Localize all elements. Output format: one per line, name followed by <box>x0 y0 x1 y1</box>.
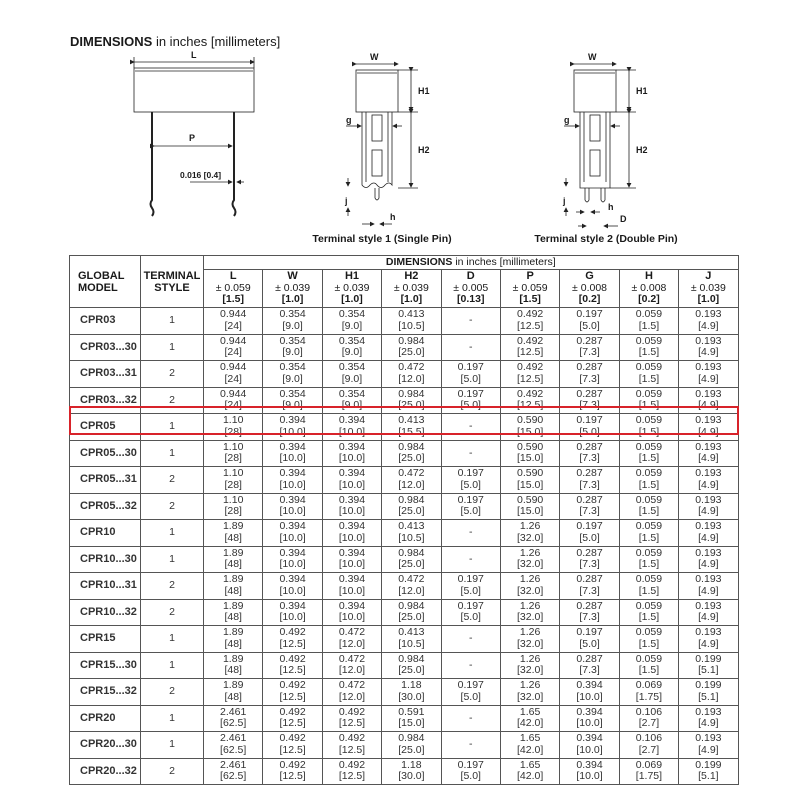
dimension-cell-d: - <box>441 334 500 361</box>
dimension-cell-p: 0.590 [15.0] <box>500 493 559 520</box>
dim-label-H1: H1 <box>418 86 430 96</box>
dimension-cell-h1: 0.394 [10.0] <box>322 573 381 600</box>
dimension-cell-w: 0.492 [12.5] <box>263 758 322 785</box>
dimension-cell-g: 0.197 [5.0] <box>560 520 619 547</box>
dimension-cell-p: 1.65 [42.0] <box>500 758 559 785</box>
dimension-cell-l: 1.89 [48] <box>204 573 263 600</box>
column-header-w: W ± 0.039 [1.0] <box>263 270 322 308</box>
dimension-cell-w: 0.394 [10.0] <box>263 467 322 494</box>
model-cell: CPR10...32 <box>70 599 141 626</box>
dimension-cell-h1: 0.394 [10.0] <box>322 599 381 626</box>
model-cell: CPR05 <box>70 414 141 441</box>
dimension-cell-j: 0.193 [4.9] <box>679 467 738 494</box>
model-cell: CPR05...32 <box>70 493 141 520</box>
dimension-cell-j: 0.193 [4.9] <box>679 732 738 759</box>
dimension-cell-g: 0.287 [7.3] <box>560 493 619 520</box>
dimension-cell-d: 0.197 [5.0] <box>441 467 500 494</box>
dimension-cell-h: 0.069 [1.75] <box>619 758 678 785</box>
model-cell: CPR03...31 <box>70 361 141 388</box>
dimension-cell-l: 1.89 [48] <box>204 652 263 679</box>
terminal-style-cell: 2 <box>141 679 204 706</box>
model-cell: CPR05...30 <box>70 440 141 467</box>
dimension-cell-h1: 0.354 [9.0] <box>322 334 381 361</box>
dimension-cell-w: 0.394 [10.0] <box>263 493 322 520</box>
dimension-cell-l: 1.10 [28] <box>204 467 263 494</box>
dimension-cell-d: 0.197 [5.0] <box>441 599 500 626</box>
dim-label-g: g <box>564 115 570 125</box>
dimension-cell-g: 0.287 [7.3] <box>560 467 619 494</box>
dimension-cell-l: 1.10 [28] <box>204 493 263 520</box>
dimension-cell-h2: 1.18 [30.0] <box>382 758 441 785</box>
dimension-cell-g: 0.197 [5.0] <box>560 414 619 441</box>
terminal-style-cell: 1 <box>141 414 204 441</box>
dimension-cell-h1: 0.492 [12.5] <box>322 758 381 785</box>
dimension-cell-g: 0.287 [7.3] <box>560 334 619 361</box>
dimension-cell-p: 1.26 [32.0] <box>500 599 559 626</box>
dimension-cell-d: - <box>441 414 500 441</box>
table-row <box>70 705 739 732</box>
dimension-cell-h: 0.059 [1.5] <box>619 652 678 679</box>
dimension-cell-h1: 0.394 [10.0] <box>322 414 381 441</box>
dimension-cell-h2: 0.984 [25.0] <box>382 599 441 626</box>
dimension-cell-h2: 0.984 [25.0] <box>382 493 441 520</box>
dimension-cell-p: 1.26 [32.0] <box>500 652 559 679</box>
dimension-cell-j: 0.193 [4.9] <box>679 414 738 441</box>
table-row <box>70 599 739 626</box>
header-global-model: GLOBAL MODEL <box>70 256 141 308</box>
terminal-style-1-caption: Terminal style 1 (Single Pin) <box>312 233 452 245</box>
dimension-cell-h: 0.059 [1.5] <box>619 334 678 361</box>
dimension-cell-g: 0.287 [7.3] <box>560 440 619 467</box>
dimension-cell-h1: 0.492 [12.5] <box>322 732 381 759</box>
dimension-cell-j: 0.193 [4.9] <box>679 308 738 335</box>
terminal-style-2-caption: Terminal style 2 (Double Pin) <box>534 233 678 245</box>
terminal-style-cell: 2 <box>141 599 204 626</box>
dimension-cell-g: 0.287 [7.3] <box>560 546 619 573</box>
terminal-style-cell: 1 <box>141 520 204 547</box>
dim-label-h: h <box>390 212 396 222</box>
terminal-style-2-diagram <box>534 52 677 245</box>
dimension-cell-h: 0.059 [1.5] <box>619 414 678 441</box>
dimension-cell-h2: 0.413 [10.5] <box>382 308 441 335</box>
terminal-style-cell: 1 <box>141 626 204 653</box>
dimension-cell-d: - <box>441 652 500 679</box>
dimension-cell-g: 0.394 [10.0] <box>560 758 619 785</box>
dim-label-j: j <box>345 196 348 206</box>
dimension-cell-h2: 0.984 [25.0] <box>382 387 441 414</box>
dimension-cell-h2: 0.984 [25.0] <box>382 334 441 361</box>
dimension-cell-h: 0.106 [2.7] <box>619 732 678 759</box>
dimension-cell-h2: 0.472 [12.0] <box>382 573 441 600</box>
dimension-cell-h2: 0.413 [15.5] <box>382 414 441 441</box>
dimension-cell-h2: 0.591 [15.0] <box>382 705 441 732</box>
terminal-style-cell: 2 <box>141 467 204 494</box>
dimension-cell-w: 0.394 [10.0] <box>263 520 322 547</box>
resistor-body-diagram <box>134 50 254 216</box>
dimension-cell-h1: 0.394 [10.0] <box>322 467 381 494</box>
dim-label-j: j <box>563 196 566 206</box>
dimension-cell-h: 0.059 [1.5] <box>619 546 678 573</box>
table-row <box>70 361 739 388</box>
terminal-style-1-diagram <box>312 52 451 245</box>
dimension-cell-h2: 0.984 [25.0] <box>382 440 441 467</box>
dimension-cell-l: 1.10 [28] <box>204 414 263 441</box>
terminal-style-cell: 1 <box>141 546 204 573</box>
dim-label-h: h <box>608 202 614 212</box>
dimension-cell-w: 0.354 [9.0] <box>263 334 322 361</box>
dimension-cell-w: 0.492 [12.5] <box>263 679 322 706</box>
dimension-cell-h2: 0.413 [10.5] <box>382 626 441 653</box>
dimension-cell-j: 0.193 [4.9] <box>679 361 738 388</box>
dimension-cell-j: 0.199 [5.1] <box>679 758 738 785</box>
table-row <box>70 758 739 785</box>
model-cell: CPR20...30 <box>70 732 141 759</box>
column-header-j: J ± 0.039 [1.0] <box>679 270 738 308</box>
title-rest: in inches [millimeters] <box>152 34 281 49</box>
dimension-cell-h1: 0.354 [9.0] <box>322 387 381 414</box>
dimension-cell-h: 0.059 [1.5] <box>619 440 678 467</box>
dimension-cell-g: 0.287 [7.3] <box>560 387 619 414</box>
model-cell: CPR10 <box>70 520 141 547</box>
dimension-cell-p: 0.492 [12.5] <box>500 334 559 361</box>
header-dimensions-group: DIMENSIONS in inches [millimeters] <box>204 256 739 270</box>
dimension-cell-h2: 0.472 [12.0] <box>382 467 441 494</box>
table-row <box>70 652 739 679</box>
terminal-style-cell: 1 <box>141 334 204 361</box>
dimension-cell-w: 0.492 [12.5] <box>263 705 322 732</box>
dimension-cell-d: - <box>441 308 500 335</box>
model-cell: CPR20 <box>70 705 141 732</box>
dimension-cell-h: 0.059 [1.5] <box>619 520 678 547</box>
dimension-cell-j: 0.193 [4.9] <box>679 626 738 653</box>
dimension-cell-d: 0.197 [5.0] <box>441 758 500 785</box>
dimension-cell-j: 0.193 [4.9] <box>679 705 738 732</box>
dimension-cell-p: 1.26 [32.0] <box>500 546 559 573</box>
dimension-cell-d: - <box>441 440 500 467</box>
dimension-cell-d: 0.197 [5.0] <box>441 679 500 706</box>
dimension-cell-h: 0.106 [2.7] <box>619 705 678 732</box>
model-cell: CPR05...31 <box>70 467 141 494</box>
dim-label-W: W <box>370 52 379 62</box>
model-cell: CPR10...30 <box>70 546 141 573</box>
terminal-style-cell: 1 <box>141 652 204 679</box>
dimension-cell-g: 0.394 [10.0] <box>560 732 619 759</box>
column-header-h: H ± 0.008 [0.2] <box>619 270 678 308</box>
dimension-cell-l: 1.10 [28] <box>204 440 263 467</box>
model-cell: CPR03 <box>70 308 141 335</box>
dimension-cell-h: 0.059 [1.5] <box>619 467 678 494</box>
dimension-cell-p: 1.26 [32.0] <box>500 626 559 653</box>
dimension-cell-w: 0.394 [10.0] <box>263 414 322 441</box>
dimension-cell-j: 0.193 [4.9] <box>679 599 738 626</box>
dimension-cell-w: 0.354 [9.0] <box>263 387 322 414</box>
model-cell: CPR03...30 <box>70 334 141 361</box>
dimension-cell-l: 1.89 [48] <box>204 626 263 653</box>
dimension-cell-l: 0.944 [24] <box>204 334 263 361</box>
terminal-style-cell: 2 <box>141 387 204 414</box>
terminal-style-cell: 2 <box>141 758 204 785</box>
dimension-cell-g: 0.287 [7.3] <box>560 652 619 679</box>
dimension-cell-h: 0.069 [1.75] <box>619 679 678 706</box>
table-row <box>70 467 739 494</box>
table-row <box>70 414 739 441</box>
dimension-cell-h2: 0.984 [25.0] <box>382 652 441 679</box>
dimension-cell-l: 2.461 [62.5] <box>204 732 263 759</box>
table-row <box>70 679 739 706</box>
dimension-cell-w: 0.492 [12.5] <box>263 652 322 679</box>
dimension-cell-h: 0.059 [1.5] <box>619 387 678 414</box>
dimension-cell-h: 0.059 [1.5] <box>619 573 678 600</box>
dimension-cell-d: - <box>441 705 500 732</box>
dimension-cell-j: 0.193 [4.9] <box>679 573 738 600</box>
terminal-style-cell: 2 <box>141 361 204 388</box>
dim-label-L: L <box>191 50 197 60</box>
column-header-g: G ± 0.008 [0.2] <box>560 270 619 308</box>
dimension-cell-h: 0.059 [1.5] <box>619 493 678 520</box>
dimension-cell-j: 0.193 [4.9] <box>679 387 738 414</box>
table-row <box>70 546 739 573</box>
dimension-cell-h1: 0.472 [12.0] <box>322 626 381 653</box>
dimension-cell-w: 0.394 [10.0] <box>263 573 322 600</box>
dimension-cell-d: 0.197 [5.0] <box>441 493 500 520</box>
dimension-cell-w: 0.394 [10.0] <box>263 440 322 467</box>
dimension-cell-l: 1.89 [48] <box>204 546 263 573</box>
dimension-cell-j: 0.193 [4.9] <box>679 493 738 520</box>
dimension-cell-g: 0.197 [5.0] <box>560 308 619 335</box>
dimension-cell-l: 0.944 [24] <box>204 308 263 335</box>
dim-label-H1: H1 <box>636 86 648 96</box>
dimension-cell-h1: 0.354 [9.0] <box>322 361 381 388</box>
terminal-style-cell: 1 <box>141 732 204 759</box>
dimension-cell-p: 0.590 [15.0] <box>500 414 559 441</box>
dimension-cell-g: 0.287 [7.3] <box>560 573 619 600</box>
dimension-cell-g: 0.287 [7.3] <box>560 599 619 626</box>
dimension-cell-h2: 0.472 [12.0] <box>382 361 441 388</box>
dimension-cell-d: 0.197 [5.0] <box>441 361 500 388</box>
column-header-p: P ± 0.059 [1.5] <box>500 270 559 308</box>
dimension-cell-d: 0.197 [5.0] <box>441 387 500 414</box>
dimension-cell-h1: 0.492 [12.5] <box>322 705 381 732</box>
model-cell: CPR15 <box>70 626 141 653</box>
dimension-cell-j: 0.193 [4.9] <box>679 334 738 361</box>
table-row <box>70 732 739 759</box>
dimension-cell-l: 1.89 [48] <box>204 520 263 547</box>
dimension-cell-h: 0.059 [1.5] <box>619 599 678 626</box>
table-row <box>70 573 739 600</box>
dimension-cell-j: 0.193 [4.9] <box>679 546 738 573</box>
dimension-cell-h2: 1.18 [30.0] <box>382 679 441 706</box>
dimension-cell-h: 0.059 [1.5] <box>619 308 678 335</box>
dimension-cell-g: 0.287 [7.3] <box>560 361 619 388</box>
table-row <box>70 387 739 414</box>
dimension-cell-h: 0.059 [1.5] <box>619 361 678 388</box>
column-header-h2: H2 ± 0.039 [1.0] <box>382 270 441 308</box>
terminal-style-cell: 1 <box>141 705 204 732</box>
dimension-cell-p: 0.492 [12.5] <box>500 308 559 335</box>
header-terminal-style: TERMINAL STYLE <box>141 256 204 308</box>
table-row <box>70 440 739 467</box>
dimension-cell-h2: 0.984 [25.0] <box>382 732 441 759</box>
terminal-style-cell: 1 <box>141 440 204 467</box>
model-cell: CPR03...32 <box>70 387 141 414</box>
dimension-cell-p: 1.26 [32.0] <box>500 520 559 547</box>
dimension-cell-p: 1.65 [42.0] <box>500 705 559 732</box>
dim-label-W: W <box>588 52 597 62</box>
dimension-cell-l: 1.89 [48] <box>204 599 263 626</box>
title-bold: DIMENSIONS <box>70 34 153 49</box>
lead-diameter-label: 0.016 [0.4] <box>180 170 222 180</box>
dimension-cell-w: 0.394 [10.0] <box>263 546 322 573</box>
dimension-cell-h: 0.059 [1.5] <box>619 626 678 653</box>
dimension-cell-p: 1.65 [42.0] <box>500 732 559 759</box>
dimensions-table <box>69 255 739 785</box>
dimension-cell-j: 0.193 [4.9] <box>679 520 738 547</box>
dimension-cell-l: 2.461 [62.5] <box>204 705 263 732</box>
dimension-cell-d: - <box>441 626 500 653</box>
dimension-cell-h1: 0.472 [12.0] <box>322 679 381 706</box>
dimension-cell-d: - <box>441 520 500 547</box>
model-cell: CPR20...32 <box>70 758 141 785</box>
dim-label-H2: H2 <box>418 145 430 155</box>
dimension-cell-p: 0.590 [15.0] <box>500 467 559 494</box>
dimension-cell-h1: 0.394 [10.0] <box>322 440 381 467</box>
dimension-diagrams <box>0 0 800 250</box>
dimension-cell-p: 1.26 [32.0] <box>500 573 559 600</box>
table-row <box>70 334 739 361</box>
dim-label-P: P <box>189 133 196 143</box>
dimension-cell-g: 0.394 [10.0] <box>560 679 619 706</box>
dimension-cell-g: 0.197 [5.0] <box>560 626 619 653</box>
model-cell: CPR15...30 <box>70 652 141 679</box>
dimension-cell-h1: 0.354 [9.0] <box>322 308 381 335</box>
dimension-cell-p: 1.26 [32.0] <box>500 679 559 706</box>
dimension-cell-w: 0.492 [12.5] <box>263 732 322 759</box>
table-row <box>70 493 739 520</box>
dimension-cell-w: 0.354 [9.0] <box>263 361 322 388</box>
dimension-cell-l: 0.944 [24] <box>204 361 263 388</box>
dimension-cell-g: 0.394 [10.0] <box>560 705 619 732</box>
dimension-cell-h2: 0.984 [25.0] <box>382 546 441 573</box>
dimension-cell-p: 0.492 [12.5] <box>500 387 559 414</box>
dim-label-D: D <box>620 214 627 224</box>
dimension-cell-l: 1.89 [48] <box>204 679 263 706</box>
model-cell: CPR10...31 <box>70 573 141 600</box>
dimension-cell-w: 0.492 [12.5] <box>263 626 322 653</box>
model-cell: CPR15...32 <box>70 679 141 706</box>
dimension-cell-l: 0.944 [24] <box>204 387 263 414</box>
table-row <box>70 626 739 653</box>
dimension-cell-h1: 0.472 [12.0] <box>322 652 381 679</box>
dimension-cell-w: 0.394 [10.0] <box>263 599 322 626</box>
table-row <box>70 520 739 547</box>
dimension-cell-p: 0.492 [12.5] <box>500 361 559 388</box>
dim-label-H2: H2 <box>636 145 648 155</box>
dimension-cell-j: 0.193 [4.9] <box>679 440 738 467</box>
terminal-style-cell: 1 <box>141 308 204 335</box>
dimension-cell-j: 0.199 [5.1] <box>679 652 738 679</box>
table-row <box>70 308 739 335</box>
column-header-d: D ± 0.005 [0.13] <box>441 270 500 308</box>
column-header-l: L ± 0.059 [1.5] <box>204 270 263 308</box>
dimension-cell-d: - <box>441 546 500 573</box>
dimension-cell-d: - <box>441 732 500 759</box>
dimension-cell-l: 2.461 [62.5] <box>204 758 263 785</box>
column-header-h1: H1 ± 0.039 [1.0] <box>322 270 381 308</box>
dimension-cell-h1: 0.394 [10.0] <box>322 546 381 573</box>
terminal-style-cell: 2 <box>141 493 204 520</box>
dimension-cell-w: 0.354 [9.0] <box>263 308 322 335</box>
dimension-cell-h2: 0.413 [10.5] <box>382 520 441 547</box>
dim-label-g: g <box>346 115 352 125</box>
terminal-style-cell: 2 <box>141 573 204 600</box>
dimension-cell-j: 0.199 [5.1] <box>679 679 738 706</box>
dimension-cell-d: 0.197 [5.0] <box>441 573 500 600</box>
dimension-cell-h1: 0.394 [10.0] <box>322 520 381 547</box>
dimension-cell-h1: 0.394 [10.0] <box>322 493 381 520</box>
dimension-cell-p: 0.590 [15.0] <box>500 440 559 467</box>
